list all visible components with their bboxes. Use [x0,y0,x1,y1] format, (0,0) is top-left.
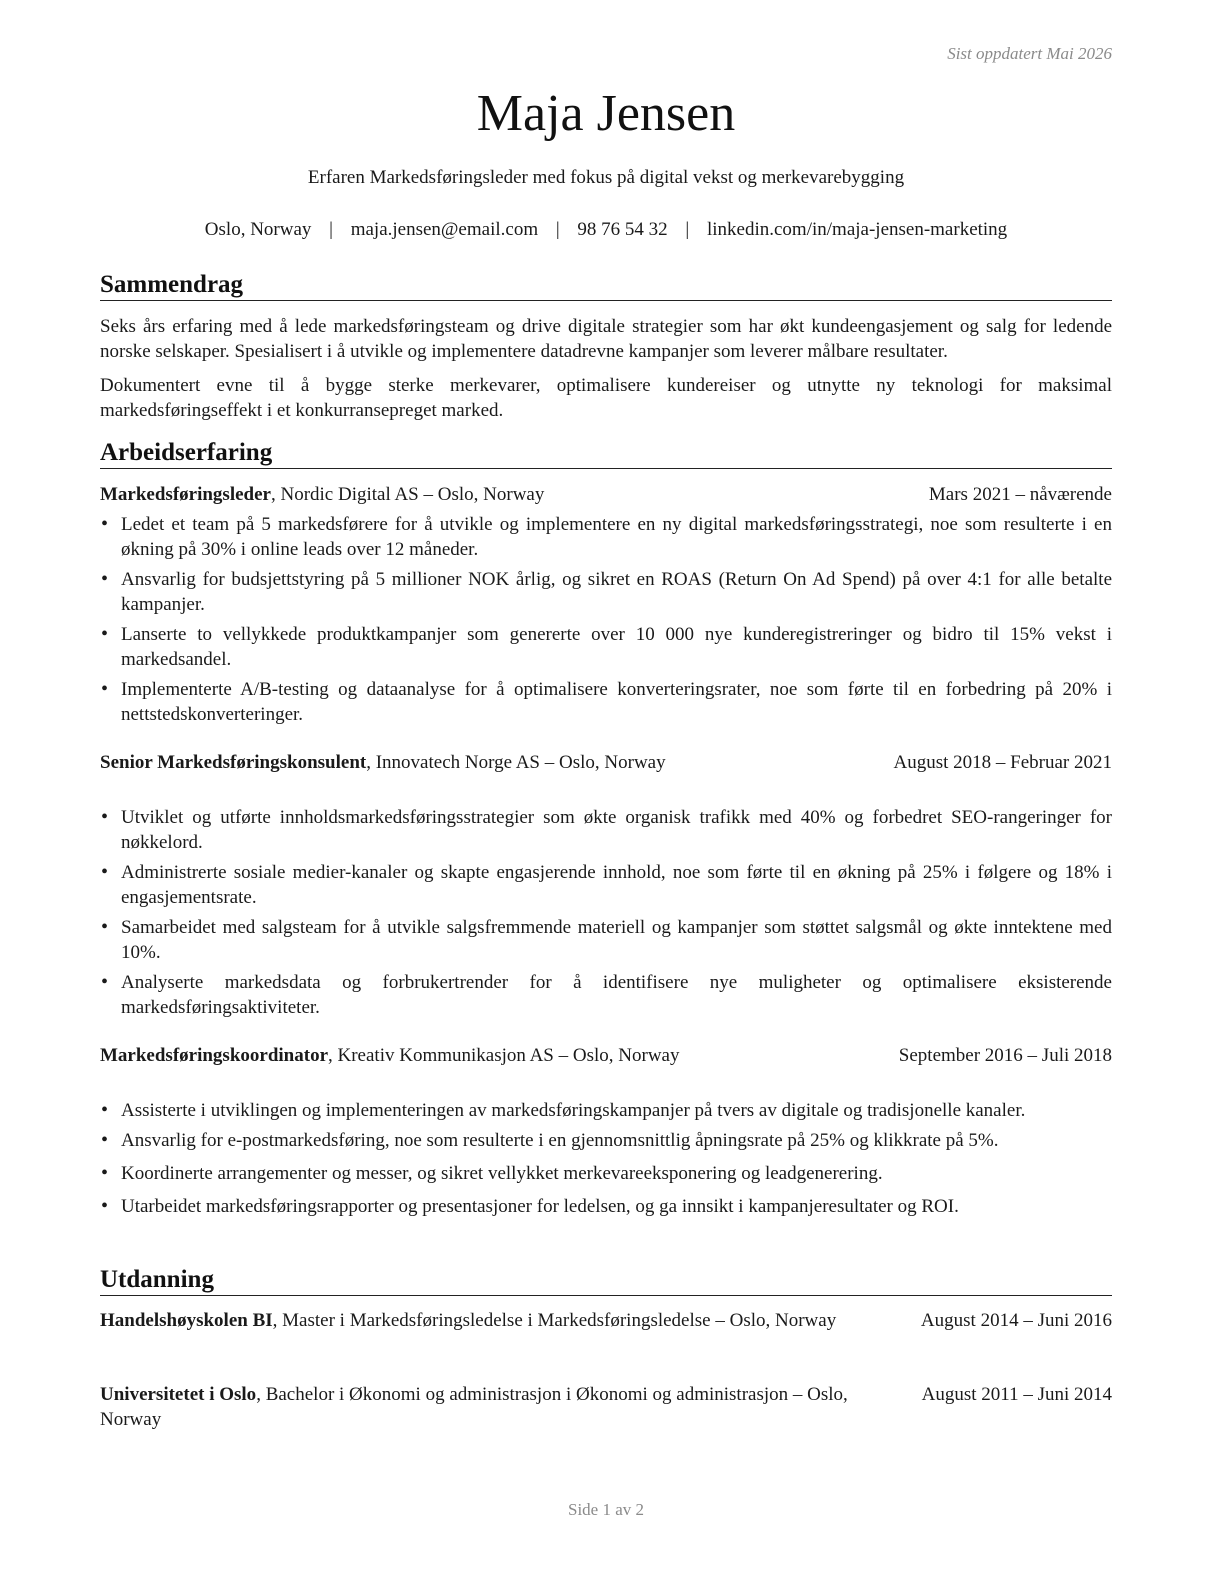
degree-detail: , Master i Markedsføringsledelse i Markedsføringsledelse – Oslo, Norway [272,1310,837,1331]
summary-paragraph: Seks års erfaring med å lede markedsføringsteam og drive digitale strategier som har økt kundeengasjement og salg for ledende norske selskaper. Spesialisert i å utvikle og implementere datadrevne kampanjer som leverer målbare resultater. [100,316,1112,362]
list-item: • Ledet et team på 5 markedsførere for å utvikle og implementere en ny digital markedsføringsstrategi, noe som resulterte i en økning på 30% i online leads over 12 måneder. [100,512,1112,562]
contact-separator: | [555,219,560,240]
contact-separator: | [329,219,333,240]
school-name: Universitetet i Oslo [100,1384,257,1405]
tagline: Erfaren Markedsføringsleder med fokus på digital vekst og merkevarebygging [307,167,905,188]
list-item: • Utarbeidet markedsføringsrapporter og presentasjoner for ledelsen, og ga innsikt i kampanjeresultater og ROI. [100,1194,1112,1219]
job-date: September 2016 – Juli 2018 [898,1045,1112,1066]
contact-phone: 98 76 54 32 [577,219,668,240]
list-item: • Utviklet og utførte innholdsmarkedsføringsstrategier som økte organisk trafikk med 40% og forbedret SEO-rangeringer for nøkkelord. [100,805,1112,855]
list-item: • Koordinerte arrangementer og messer, og sikret vellykket merkevareeksponering og leadgenerering. [100,1161,1112,1186]
job-bullets [100,805,1112,1025]
section-title-experience: Arbeidserfaring [100,438,1112,469]
contact-separator: | [685,219,690,240]
list-item: • Lanserte to vellykkede produktkampanjer som genererte over 10 000 nye kunderegistreringer og bidro til 15% vekst i markedsandel. [100,622,1112,672]
job-org: , Nordic Digital AS – Oslo, Norway [270,484,545,505]
job-header [100,1043,1112,1068]
list-item: • Analyserte markedsdata og forbrukertrender for å identifisere nye muligheter og optimalisere eksisterende markedsføringsaktiviteter. [100,970,1112,1020]
page-number: Side 1 av 2 [567,1500,645,1519]
section-title-education: Utdanning [100,1265,1112,1296]
job-bullets [100,1098,1112,1224]
list-item: • Administrerte sosiale medier-kanaler og skapte engasjerende innhold, noe som førte til en økning på 25% i følgere og 18% i engasjementsrate. [100,860,1112,910]
list-item: • Samarbeidet med salgsteam for å utvikle salgsfremmende materiell og kampanjer som støttet salgsmål og økte inntektene med 10%. [100,915,1112,965]
job-org: , Innovatech Norge AS – Oslo, Norway [366,752,666,773]
education-entry [100,1308,1112,1333]
section-title-summary: Sammendrag [100,270,1112,301]
job-role: Markedsføringskoordinator [100,1045,328,1066]
job-org: , Kreativ Kommunikasjon AS – Oslo, Norway [328,1045,680,1066]
contact-email-link[interactable]: maja.jensen@email.com [350,219,539,240]
job-header [100,750,1112,775]
education-date: August 2014 – Juni 2016 [920,1310,1112,1331]
degree-detail: , Bachelor i Økonomi og administrasjon i Økonomi og administrasjon – Oslo, Norway [100,1384,848,1430]
summary-paragraph: Dokumentert evne til å bygge sterke merkevarer, optimalisere kundereiser og utnytte ny teknologi for maksimal markedsføringseffekt i et konkurransepreget marked. [100,375,1112,421]
education-date: August 2011 – Juni 2014 [921,1384,1112,1405]
list-item: • Implementerte A/B-testing og dataanalyse for å optimalisere konverteringsrater, noe som førte til en forbedring på 20% i nettstedskonverteringer. [100,677,1112,727]
contact-location: Oslo, Norway [204,219,312,240]
job-date: August 2018 – Februar 2021 [893,752,1112,773]
job-role: Markedsføringsleder [100,484,271,505]
job-date: Mars 2021 – nåværende [928,484,1112,505]
list-item: • Ansvarlig for budsjettstyring på 5 millioner NOK årlig, og sikret en ROAS (Return On Ad Spend) på over 4:1 for alle betalte kampanjer. [100,567,1112,617]
job-bullets [100,512,1112,732]
education-entry [100,1382,1112,1432]
list-item: • Ansvarlig for e-postmarkedsføring, noe som resulterte i en gjennomsnittlig åpningsrate på 25% og klikkrate på 5%. [100,1128,1112,1153]
last-updated: Sist oppdatert Mai 2026 [947,44,1112,63]
list-item: • Assisterte i utviklingen og implementeringen av markedsføringskampanjer på tvers av digitale og tradisjonelle kanaler. [100,1098,1112,1123]
contact-linkedin-link[interactable]: linkedin.com/in/maja-jensen-marketing [706,219,1008,240]
contact-line [100,219,1112,241]
candidate-name: Maja Jensen [476,85,736,142]
job-role: Senior Markedsføringskonsulent [100,752,367,773]
school-name: Handelshøyskolen BI [100,1310,273,1331]
job-header [100,482,1112,507]
